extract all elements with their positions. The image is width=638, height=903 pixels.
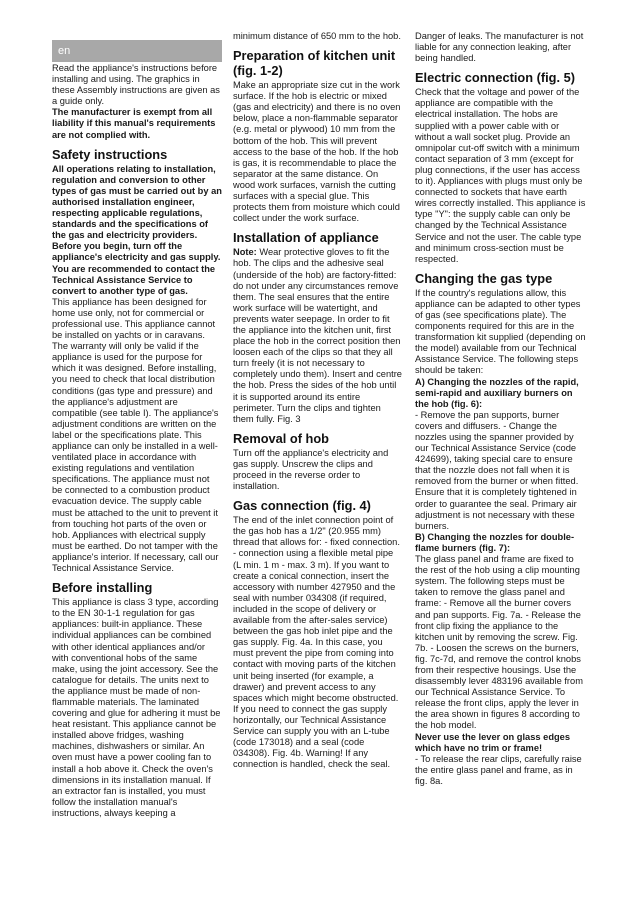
heading-before-installing: Before installing bbox=[52, 580, 153, 596]
continued-text: Danger of leaks. The manufacturer is not liable for any connection leaking, after being handled. bbox=[415, 31, 584, 64]
liability-notice: The manufacturer is exempt from all liability if this manual's requirements are not complied with. bbox=[52, 107, 216, 140]
step-a-heading: A) Changing the nozzles of the rapid, semi-rapid and auxiliary burners on the hob (fig. 6): bbox=[415, 376, 579, 409]
column-1 bbox=[52, 63, 222, 819]
safety-text: This appliance has been designed for home use only, not for commercial or professional use. This appliance cannot be installed on yachts or in caravans. The warranty will only be valid if the appliance is used for the purpose for which it was designed. Before installing, you need to check that local distribution conditions (gas type and pressure) and the appliance's adjustment are compatible (see table I). The appliance's adjustment conditions are written on the label or the specifications plate. This appliance can only be installed in a well-ventilated place in accordance with existing regulations and ventilation specifications. The appliance must not be connected to a combustion product evacuation device. The supply cable must be attached to the unit to prevent it from touching hot parts of the oven or hob. Appliances with electrical supply must be earthed. Do not tamper with the appliance's interior. If necessary, call our Technical Assistance Service. bbox=[52, 296, 219, 574]
note-label: Note: bbox=[233, 247, 257, 258]
rear-clips-text: - To release the rear clips, carefully raise the entire glass panel and frame, as in fig. 8a. bbox=[415, 753, 582, 786]
removal-text: Turn off the appliance's electricity and gas supply. Unscrew the clips and proceed in the reverse order to installation. bbox=[233, 447, 389, 492]
heading-changing-gas: Changing the gas type bbox=[415, 270, 553, 286]
changing-text: If the country's regulations allow, this appliance can be adapted to other types of gas (see specifications plate). The components required for this are in the transformation kit supplied (depending on the model) available from our Technical Assistance Service. The following steps should be taken: bbox=[415, 287, 586, 376]
preparation-text: Make an appropriate size cut in the work surface. If the hob is electric or mixed (gas and electricity) and there is no oven below, place a non-flammable separator (e.g. metal or plywood) 10 mm from the bottom of the hob. This will prevent access to the base of the hob. If the hob is gas, it is recommendable to place the separator at the same distance. On wood work surfaces, varnish the cutting surfaces with a special glue. This protects them from moisture which could collect under the work surface. bbox=[233, 80, 401, 224]
before-text: This appliance is class 3 type, according to the EN 30-1-1 regulation for gas appliances: built-in appliance. These individual appliances can be combined with other identical appliances and/or with conventional hobs of the same make, using the joint accessory. See the catalogue for details. The units next to the appliance must be made of non-flammable materials. The laminated covering and glue for adhering it must be heat resistant. This appliance cannot be installed above fridges, washing machines, dishwashers or similar. An oven must have a power cooling fan to install a hob above it. Check the oven's dimensions in its installation manual. If an extractor fan is installed, you must follow the installation manual's instructions, always keeping a bbox=[52, 597, 221, 818]
installation-text bbox=[233, 247, 403, 425]
step-b-heading: B) Changing the nozzles for double-flame burners (fig. 7): bbox=[415, 531, 575, 553]
gas-text: The end of the inlet connection point of the gas hob has a 1/2" (20.955 mm) thread that allows for: - fixed connection. - connection using a flexible metal pipe (L min. 1 m - max. 3 m). If you want to create a conical connection, insert the accessory with number 427950 and the seal with number 034308 (if required, included in the scope of delivery or available from the after-sales service) between the gas hob inlet pipe and the gas supply. Fig. 4a. In this case, you must prevent the pipe from coming into contact with moving parts of the kitchen unit being inserted (for example, a drawer) and prevent access to any spaces which might become obstructed. If you need to connect the gas supply horizontally, our Technical Assistance Service can supply you with an L-tube (code 173018) and a seal (code 034308). Fig. 4b. Warning! If any connection is handled, check the seal. bbox=[233, 515, 400, 770]
heading-removal: Removal of hob bbox=[233, 430, 329, 446]
warning-never-lever: Never use the lever on glass edges which have no trim or frame! bbox=[415, 731, 571, 753]
column-2 bbox=[233, 31, 403, 770]
heading-electric-connection: Electric connection (fig. 5) bbox=[415, 70, 575, 86]
heading-installation: Installation of appliance bbox=[233, 230, 379, 246]
language-tab: en bbox=[52, 40, 222, 62]
step-b-text: The glass panel and frame are fixed to the rest of the hob using a clip mounting system. The following steps must be taken to remove the glass panel and frame: - Remove all the burner covers and pan supports. Fig. 7a. - Release the front clip fixing the appliance to the kitchen unit by removing the screw. Fig. 7b. - Loosen the screws on the burners, fig. 7c-7d, and remove the control knobs from their respective housings. Use the disassembly lever 483196 available from our Technical Assistance Service. To release the front clips, apply the lever in the area shown in figures 8 according to the hob model. bbox=[415, 554, 583, 731]
intro-text: Read the appliance's instructions before installing and using. The graphics in these Assembly instructions are given as a guide only. bbox=[52, 63, 220, 107]
installation-body: Wear protective gloves to fit the hob. The clips and the adhesive seal (underside of the hob) are factory-fitted: do not under any circumstances remove them. The seal ensures that the entire work surface will be watertight, and prevents water seepage. In order to fit the appliance into the kitchen unit, first place the hob in the correct position then loosen each of the clips so that they all turn freely (it is not necessary to completely undo them). Insert and centre the hob. Press the sides of the hob until it is supported around its entire perimeter. Turn the clips and tighten them fully. Fig. 3 bbox=[233, 247, 402, 424]
step-a-text: - Remove the pan supports, burner covers and diffusers. - Change the nozzles using the spanner provided by our Technical Assistance Service (code 424699), taking special care to ensure that the nozzle does not fall when it is removed from the burner or when fitted. Ensure that it is completely tightened in order to guarantee the seal. Primary air adjustment is not necessary with these burners. bbox=[415, 409, 579, 531]
heading-gas-connection: Gas connection (fig. 4) bbox=[233, 498, 371, 514]
continued-text: minimum distance of 650 mm to the hob. bbox=[233, 31, 401, 41]
safety-bold: All operations relating to installation, regulation and conversion to other types of gas must be carried out by an authorised installation engineer, respecting applicable regulations, standards and the specifications of the gas and electricity providers. Before you begin, turn off the appliance's electricity and gas supply. You are recommended to contact the Technical Assistance Service to convert to another type of gas. bbox=[52, 163, 222, 296]
heading-safety: Safety instructions bbox=[52, 146, 168, 162]
electric-text: Check that the voltage and power of the appliance are compatible with the electrical installation. The hobs are supplied with a power cable with or without a wall socket plug. Provide an omnipolar cut-off switch with a minimum contact separation of 3 mm (except for plug connections, if the user has access to it). Appliances with plugs must only be connected to sockets that have earth wires correctly installed. This appliance is type "Y": the supply cable can only be changed by the Technical Assistance Service and not the user. The cable type and minimum cross-section must be respected. bbox=[415, 87, 586, 264]
column-3 bbox=[415, 31, 586, 787]
heading-preparation: Preparation of kitchen unit (fig. 1-2) bbox=[233, 48, 396, 79]
